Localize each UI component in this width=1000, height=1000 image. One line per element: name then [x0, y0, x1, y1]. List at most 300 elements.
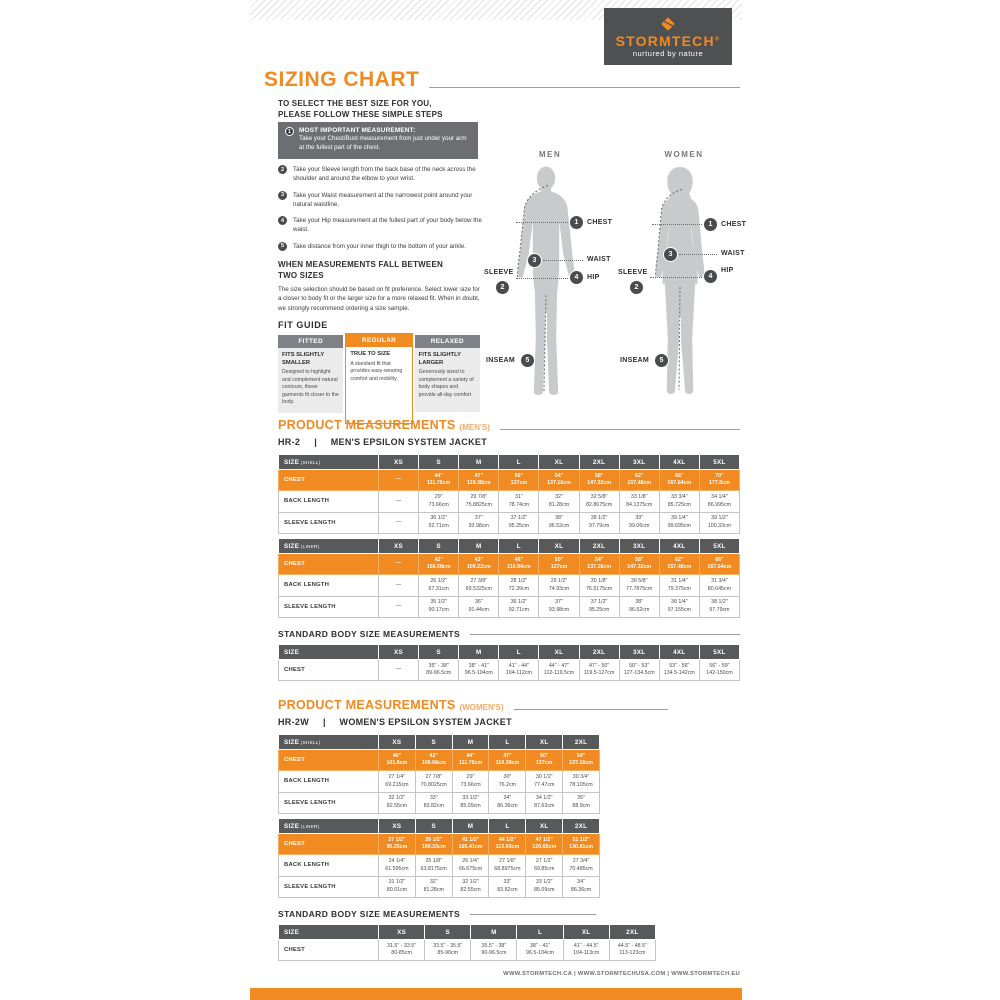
- mens-standard-table: [278, 644, 740, 681]
- step-1-text: Take your Chest/Bust measurement from just under your arm at the fullest part of the chest.: [299, 135, 467, 151]
- row-label-cell: CHEST: [279, 834, 379, 855]
- size-header-cell: 5XL: [699, 455, 739, 470]
- step-1-title: MOST IMPORTANT MEASUREMENT:: [299, 127, 416, 134]
- fitted-header: FITTED: [278, 335, 343, 348]
- mens-standard-heading: STANDARD BODY SIZE MEASUREMENTS: [278, 629, 461, 640]
- mens-measurements-section: [278, 418, 740, 685]
- step-1-number-icon: 1: [285, 127, 294, 136]
- fit-guide-heading: FIT GUIDE: [278, 320, 328, 330]
- measurement-cell: 32 5/8" 82.8675cm: [579, 491, 619, 512]
- steps-list: [278, 165, 482, 258]
- table-row: [279, 771, 600, 792]
- measurement-cell: 51 1/2" 130.81cm: [563, 834, 600, 855]
- measurement-cell: 36 1/2" 92.71cm: [419, 512, 459, 533]
- measurement-cell: 35.5" - 38" 90-96.5cm: [471, 940, 517, 961]
- women-body-silhouette-icon: [634, 165, 726, 401]
- brand-wordmark: [616, 34, 721, 48]
- measurement-cell: 37 1/2" 95.25cm: [499, 512, 539, 533]
- men-chest-measure-line: [516, 222, 578, 223]
- step-5-number-icon: 5: [278, 242, 287, 251]
- measurement-cell: 27 1/4" 69.215cm: [379, 771, 416, 792]
- size-header-cell: 5XL: [699, 645, 739, 660]
- fit-guide: [278, 320, 480, 424]
- measurement-cell: 26 1/2" 67.31cm: [419, 575, 459, 596]
- brand-tagline: nurtured by nature: [632, 48, 704, 58]
- measurement-table: [278, 454, 740, 534]
- measurement-cell: 35 1/2" 90.17cm: [419, 596, 459, 617]
- row-label-cell: CHEST: [279, 940, 379, 961]
- intro-line-2: PLEASE FOLLOW THESE SIMPLE STEPS: [278, 109, 443, 119]
- measurement-cell: 37 1/2" 95.25cm: [579, 596, 619, 617]
- size-header-cell: 2XL: [579, 455, 619, 470]
- measurement-cell: 31 1/4" 79.375cm: [659, 575, 699, 596]
- row-label-cell: BACK LENGTH: [279, 491, 379, 512]
- measurement-cell: 47" 119.38cm: [489, 750, 526, 771]
- measurement-cell: 24 1/4" 61.595cm: [379, 855, 416, 876]
- size-header-cell: S: [415, 819, 452, 834]
- womens-liner-table: [278, 818, 600, 898]
- mens-shell-table: [278, 454, 740, 534]
- measurement-table: [278, 644, 740, 681]
- women-sleeve-point-marker: 2: [630, 281, 643, 294]
- size-header-cell: M: [459, 539, 499, 554]
- mens-section-heading-row: [278, 418, 740, 432]
- measurement-cell: 58" 147.32cm: [619, 554, 659, 575]
- size-header-cell: M: [471, 925, 517, 940]
- mens-section-heading-suffix: (MEN'S): [459, 423, 490, 432]
- women-chest-point-marker: 1: [704, 218, 717, 231]
- size-column-header: SIZE (SHELL): [279, 735, 379, 750]
- step-5: [278, 242, 482, 251]
- step-1-highlight-box: [278, 122, 478, 159]
- womens-shell-table: [278, 734, 600, 814]
- table-row: [279, 596, 740, 617]
- measurement-cell: 35" 88.9cm: [563, 792, 600, 813]
- measurement-cell: 38 1/2" 97.79cm: [579, 512, 619, 533]
- measurement-cell: 31.5" - 33.5" 80-85cm: [379, 940, 425, 961]
- size-header-cell: 5XL: [699, 539, 739, 554]
- measurement-cell: 70" 177.8cm: [699, 470, 739, 491]
- measurement-cell: 32 1/2" 82.55cm: [452, 876, 489, 897]
- women-figure: [618, 150, 750, 416]
- step-2-text: Take your Sleeve length from the back base of the neck across the shoulder and around the elbow to your wrist.: [293, 166, 476, 183]
- table-row: [279, 575, 740, 596]
- row-label-cell: SLEEVE LENGTH: [279, 792, 379, 813]
- measurement-cell: 43" 109.22cm: [459, 554, 499, 575]
- measurement-cell: 58" 147.32cm: [579, 470, 619, 491]
- size-header-cell: S: [419, 455, 459, 470]
- measurement-cell: 44.5" - 48.5" 113-123cm: [609, 940, 655, 961]
- table-row: [279, 554, 740, 575]
- size-header-cell: XS: [379, 539, 419, 554]
- size-header-cell: XS: [379, 735, 416, 750]
- measurement-cell: 46" 116.84cm: [499, 554, 539, 575]
- men-hip-measure-line: [516, 278, 578, 279]
- size-header-cell: M: [459, 455, 499, 470]
- mens-product-name: MEN'S EPSILON SYSTEM JACKET: [330, 437, 487, 447]
- regular-header: REGULAR: [346, 334, 411, 347]
- measurement-cell: —: [379, 660, 419, 681]
- womens-standard-rule: [470, 914, 596, 915]
- size-header-cell: S: [425, 925, 471, 940]
- fit-guide-relaxed: [415, 335, 480, 412]
- size-header-cell: M: [452, 819, 489, 834]
- measurement-cell: 39 1/2" 100.33cm: [699, 512, 739, 533]
- mens-standard-rule: [470, 634, 740, 635]
- size-header-cell: S: [419, 539, 459, 554]
- step-4: [278, 216, 482, 235]
- measurement-cell: 54" 137.16cm: [579, 554, 619, 575]
- footer-links[interactable]: WWW.STORMTECH.CA | WWW.STORMTECHUSA.COM | WWW.STORMTECH.EU: [503, 971, 740, 977]
- men-hip-label: HIP: [587, 274, 600, 281]
- measurement-cell: 33" 83.82cm: [415, 792, 452, 813]
- measurement-cell: 36 1/2" 92.71cm: [499, 596, 539, 617]
- row-label-cell: CHEST: [279, 660, 379, 681]
- row-label-cell: BACK LENGTH: [279, 855, 379, 876]
- measurement-cell: 32" 81.28cm: [415, 876, 452, 897]
- measurement-cell: 62" 157.48cm: [619, 470, 659, 491]
- intro-line-1: TO SELECT THE BEST SIZE FOR YOU,: [278, 99, 432, 108]
- registered-mark: ®: [714, 35, 721, 42]
- womens-standard-heading: STANDARD BODY SIZE MEASUREMENTS: [278, 909, 461, 920]
- measurement-cell: 50" 127cm: [526, 750, 563, 771]
- measurement-table: [278, 818, 600, 898]
- size-column-header: SIZE: [279, 645, 379, 660]
- pipe-divider: |: [314, 437, 317, 447]
- row-label-cell: SLEEVE LENGTH: [279, 876, 379, 897]
- size-header-cell: M: [459, 645, 499, 660]
- intro-text: [278, 99, 443, 121]
- size-header-cell: 2XL: [579, 645, 619, 660]
- women-inseam-point-marker: 5: [655, 354, 668, 367]
- measurement-cell: 31" 78.74cm: [499, 491, 539, 512]
- men-figure-title: MEN: [538, 150, 562, 159]
- table-row: [279, 660, 740, 681]
- table-row: [279, 470, 740, 491]
- step-3-text: Take your Waist measurement at the narrowest point around your natural waistline.: [293, 191, 473, 208]
- row-label-cell: BACK LENGTH: [279, 575, 379, 596]
- womens-product-name: WOMEN'S EPSILON SYSTEM JACKET: [339, 717, 512, 727]
- measurement-cell: 39 1/4" 99.695cm: [659, 512, 699, 533]
- men-chest-label: CHEST: [587, 219, 613, 226]
- measurement-cell: —: [379, 512, 419, 533]
- footer-accent-bar: [250, 988, 742, 1000]
- measurement-cell: 30 5/8" 77.7875cm: [619, 575, 659, 596]
- men-figure: [484, 150, 616, 416]
- women-inseam-label: INSEAM: [620, 357, 650, 364]
- table-row: [279, 491, 740, 512]
- measurement-cell: 27 3/4" 70.485cm: [563, 855, 600, 876]
- page-title: SIZING CHART: [264, 68, 420, 91]
- men-sleeve-point-marker: 2: [496, 281, 509, 294]
- measurement-cell: 38" - 41" 96.5-104cm: [459, 660, 499, 681]
- size-header-cell: 3XL: [619, 455, 659, 470]
- table-row: [279, 855, 600, 876]
- womens-section-heading-suffix: (WOMEN'S): [459, 703, 504, 712]
- measurement-cell: 34" 86.36cm: [489, 792, 526, 813]
- size-header-cell: XS: [379, 455, 419, 470]
- step-3-number-icon: 3: [278, 191, 287, 200]
- measurement-cell: —: [379, 554, 419, 575]
- measurement-cell: 39" 99.06cm: [619, 512, 659, 533]
- measurement-cell: 29 7/8" 75.8825cm: [459, 491, 499, 512]
- measurement-table: [278, 734, 600, 814]
- measurement-cell: 40" 101.6cm: [379, 750, 416, 771]
- measurement-cell: 50" 127cm: [539, 554, 579, 575]
- measurement-cell: 33" 83.82cm: [489, 876, 526, 897]
- between-sizes-note: [278, 260, 482, 313]
- size-column-header: SIZE: [279, 925, 379, 940]
- women-waist-measure-line: [679, 254, 717, 255]
- pipe-divider: |: [323, 717, 326, 727]
- size-header-cell: 3XL: [619, 539, 659, 554]
- measurement-cell: 34" 86.36cm: [563, 876, 600, 897]
- size-header-cell: L: [517, 925, 563, 940]
- measurement-cell: 31 3/4" 80.645cm: [699, 575, 739, 596]
- mens-product-line: [278, 437, 740, 447]
- size-header-cell: 4XL: [659, 455, 699, 470]
- measurement-cell: 33 1/2" 85.09cm: [526, 876, 563, 897]
- size-header-cell: XL: [526, 735, 563, 750]
- fitted-text: Designed to highlight and complement natural contours, these garments fit closer to the body.: [282, 369, 339, 406]
- measurement-cell: 47" - 50" 119.5-127cm: [579, 660, 619, 681]
- row-label-cell: CHEST: [279, 750, 379, 771]
- measurement-cell: 27 1/2" 69.85cm: [526, 855, 563, 876]
- measurement-cell: 34 1/2" 87.63cm: [526, 792, 563, 813]
- women-hip-point-marker: 4: [704, 270, 717, 283]
- measurement-cell: 36" 91.44cm: [459, 596, 499, 617]
- fit-guide-regular: [345, 333, 412, 424]
- measurement-cell: —: [379, 491, 419, 512]
- measurement-cell: 25 1/8" 63.8175cm: [415, 855, 452, 876]
- measurement-cell: 41" - 44" 104-112cm: [499, 660, 539, 681]
- brand-name: STORMTECH: [615, 32, 715, 49]
- measurement-cell: —: [379, 470, 419, 491]
- measurement-cell: 27 7/8" 70.8025cm: [415, 771, 452, 792]
- measurement-cell: 30 1/2" 77.47cm: [526, 771, 563, 792]
- size-header-cell: XL: [563, 925, 609, 940]
- table-row: [279, 750, 600, 771]
- size-header-cell: L: [489, 735, 526, 750]
- regular-text: A standard fit that provides easy-wearing comfort and mobility.: [350, 360, 403, 382]
- measurement-cell: 39 1/2" 100.33cm: [415, 834, 452, 855]
- men-chest-point-marker: 1: [570, 216, 583, 229]
- step-2-number-icon: 2: [278, 165, 287, 174]
- row-label-cell: CHEST: [279, 554, 379, 575]
- measurement-cell: 37 1/2" 95.25cm: [379, 834, 416, 855]
- measurement-cell: 44" 111.76cm: [419, 470, 459, 491]
- mens-section-heading: PRODUCT MEASUREMENTS: [278, 418, 456, 432]
- women-hip-measure-line: [650, 277, 712, 278]
- measurement-cell: 54" 137.16cm: [563, 750, 600, 771]
- size-header-cell: 3XL: [619, 645, 659, 660]
- measurement-cell: 33 3/4" 85.725cm: [659, 491, 699, 512]
- women-waist-point-marker: 3: [664, 248, 677, 261]
- size-column-header: SIZE (LINER): [279, 819, 379, 834]
- women-chest-label: CHEST: [721, 221, 747, 228]
- size-header-cell: S: [415, 735, 452, 750]
- size-header-cell: L: [499, 455, 539, 470]
- measurement-cell: 54" 137.16cm: [539, 470, 579, 491]
- measurement-cell: 30 1/8" 76.5175cm: [579, 575, 619, 596]
- size-header-cell: L: [499, 539, 539, 554]
- measurement-cell: 47" 119.38cm: [459, 470, 499, 491]
- measurement-cell: 33 1/8" 84.1375cm: [619, 491, 659, 512]
- fitted-title: FITS SLIGHTLY SMALLER: [282, 352, 325, 366]
- measurement-cell: 41" - 44.5" 104-113cm: [563, 940, 609, 961]
- row-label-cell: SLEEVE LENGTH: [279, 596, 379, 617]
- men-hip-point-marker: 4: [570, 271, 583, 284]
- measurement-cell: 41 1/2" 105.41cm: [452, 834, 489, 855]
- measurement-cell: 31 1/2" 80.01cm: [379, 876, 416, 897]
- size-header-cell: S: [419, 645, 459, 660]
- measurement-cell: 38" 96.52cm: [619, 596, 659, 617]
- between-sizes-title-2: TWO SIZES: [278, 270, 324, 280]
- men-waist-label: WAIST: [587, 256, 611, 263]
- measurement-cell: 32" 81.28cm: [539, 491, 579, 512]
- relaxed-title: FITS SLIGHTLY LARGER: [418, 352, 461, 366]
- between-sizes-text: The size selection should be based on fit preference. Select lower size for a closer to body fit or the larger size for a more relaxed fit. When in doubt, we strongly recommend ordering a size sample.: [278, 285, 480, 312]
- step-2: [278, 165, 482, 184]
- measurement-cell: 34 1/4" 86.995cm: [699, 491, 739, 512]
- measurement-cell: 29" 73.66cm: [419, 491, 459, 512]
- mens-standard-heading-row: [278, 629, 740, 639]
- size-header-cell: 4XL: [659, 539, 699, 554]
- women-waist-label: WAIST: [721, 250, 745, 257]
- men-inseam-point-marker: 5: [521, 354, 534, 367]
- womens-heading-rule: [514, 709, 668, 710]
- size-header-cell: XL: [539, 455, 579, 470]
- table-row: [279, 940, 656, 961]
- measurement-cell: 50" 127cm: [499, 470, 539, 491]
- regular-title: TRUE TO SIZE: [350, 351, 391, 357]
- size-header-cell: XL: [539, 645, 579, 660]
- men-waist-measure-line: [543, 260, 583, 261]
- measurement-cell: 30" 76.2cm: [489, 771, 526, 792]
- measurement-cell: 28 1/2" 72.39cm: [499, 575, 539, 596]
- womens-product-line: [278, 717, 668, 727]
- size-header-cell: 2XL: [563, 735, 600, 750]
- step-3: [278, 191, 482, 210]
- table-row: [279, 834, 600, 855]
- relaxed-header: RELAXED: [415, 335, 480, 348]
- size-header-cell: XS: [379, 925, 425, 940]
- womens-section-heading: PRODUCT MEASUREMENTS: [278, 698, 456, 712]
- measurement-cell: 44" - 47" 112-119.5cm: [539, 660, 579, 681]
- measurement-cell: 29" 73.66cm: [452, 771, 489, 792]
- womens-measurements-section: [278, 698, 668, 965]
- measurement-cell: 26 1/4" 66.675cm: [452, 855, 489, 876]
- between-sizes-title-1: WHEN MEASUREMENTS FALL BETWEEN: [278, 260, 443, 269]
- measurement-cell: 38 1/4" 97.155cm: [659, 596, 699, 617]
- size-header-cell: M: [452, 735, 489, 750]
- measurement-table: [278, 538, 740, 618]
- measurement-cell: 35" - 38" 89-96.5cm: [419, 660, 459, 681]
- mens-heading-rule: [500, 429, 740, 430]
- measurement-cell: 30 3/4" 78.105cm: [563, 771, 600, 792]
- measurement-cell: 27 1/8" 68.8975cm: [489, 855, 526, 876]
- stormtech-logo: [604, 8, 732, 65]
- measurement-cell: 47 1/2" 120.65cm: [526, 834, 563, 855]
- womens-section-heading-row: [278, 698, 668, 712]
- measurement-cell: 29 1/2" 74.93cm: [539, 575, 579, 596]
- size-header-cell: XL: [539, 539, 579, 554]
- size-header-cell: 2XL: [563, 819, 600, 834]
- men-waist-point-marker: 3: [528, 254, 541, 267]
- measurement-cell: 37" 93.98cm: [539, 596, 579, 617]
- row-label-cell: SLEEVE LENGTH: [279, 512, 379, 533]
- measurement-cell: 56" - 59" 142-150cm: [699, 660, 739, 681]
- table-row: [279, 792, 600, 813]
- size-header-cell: L: [499, 645, 539, 660]
- measurement-cell: —: [379, 575, 419, 596]
- womens-standard-heading-row: [278, 909, 596, 919]
- size-header-cell: 2XL: [609, 925, 655, 940]
- measurement-cell: 66" 167.64cm: [699, 554, 739, 575]
- row-label-cell: CHEST: [279, 470, 379, 491]
- size-header-cell: 2XL: [579, 539, 619, 554]
- step-5-text: Take distance from your inner thigh to the bottom of your ankle.: [293, 242, 466, 250]
- fit-guide-fitted: [278, 335, 343, 413]
- measurement-cell: 53" - 56" 134.5-142cm: [659, 660, 699, 681]
- table-row: [279, 876, 600, 897]
- measurement-cell: 38" 96.52cm: [539, 512, 579, 533]
- measurement-cell: 62" 157.48cm: [659, 554, 699, 575]
- women-hip-label: HIP: [721, 267, 734, 274]
- measurement-cell: 50" - 53" 127-134.5cm: [619, 660, 659, 681]
- measurement-cell: 33 1/2" 85.09cm: [452, 792, 489, 813]
- measurement-cell: 32 1/2" 82.55cm: [379, 792, 416, 813]
- measurement-cell: 33.5" - 35.5" 85-90cm: [425, 940, 471, 961]
- step-4-number-icon: 4: [278, 216, 287, 225]
- table-row: [279, 512, 740, 533]
- step-4-text: Take your Hip measurement at the fullest part of your body below the waist.: [293, 217, 482, 234]
- size-header-cell: XS: [379, 645, 419, 660]
- women-figure-title: WOMEN: [664, 150, 704, 159]
- measurement-table: [278, 924, 656, 961]
- relaxed-text: Generously sized to complement a variety of body shapes and provide all-day comfort: [418, 369, 474, 398]
- measurement-cell: —: [379, 596, 419, 617]
- measurement-cell: 42" 106.68cm: [419, 554, 459, 575]
- measurement-cell: 27 3/8" 69.5325cm: [459, 575, 499, 596]
- measurement-cell: 44 1/2" 113.03cm: [489, 834, 526, 855]
- size-header-cell: L: [489, 819, 526, 834]
- mens-product-code: HR-2: [278, 437, 301, 447]
- stormtech-diamond-icon: [660, 16, 676, 32]
- womens-standard-table: [278, 924, 656, 961]
- men-inseam-label: INSEAM: [486, 357, 516, 364]
- title-rule: [429, 87, 740, 88]
- page-title-row: [264, 68, 740, 92]
- size-column-header: SIZE (LINER): [279, 539, 379, 554]
- row-label-cell: BACK LENGTH: [279, 771, 379, 792]
- womens-product-code: HR-2W: [278, 717, 309, 727]
- measurement-cell: 42" 106.68cm: [415, 750, 452, 771]
- measurement-cell: 44" 111.76cm: [452, 750, 489, 771]
- measurement-cell: 66" 167.64cm: [659, 470, 699, 491]
- measurement-cell: 38" - 41" 96.5-104cm: [517, 940, 563, 961]
- mens-liner-table: [278, 538, 740, 618]
- men-sleeve-label: SLEEVE: [484, 269, 514, 276]
- measurement-cell: 37" 93.98cm: [459, 512, 499, 533]
- size-header-cell: XS: [379, 819, 416, 834]
- size-header-cell: XL: [526, 819, 563, 834]
- size-header-cell: 4XL: [659, 645, 699, 660]
- women-chest-measure-line: [652, 224, 712, 225]
- women-sleeve-label: SLEEVE: [618, 269, 648, 276]
- measurement-cell: 38 1/2" 97.79cm: [699, 596, 739, 617]
- size-column-header: SIZE (SHELL): [279, 455, 379, 470]
